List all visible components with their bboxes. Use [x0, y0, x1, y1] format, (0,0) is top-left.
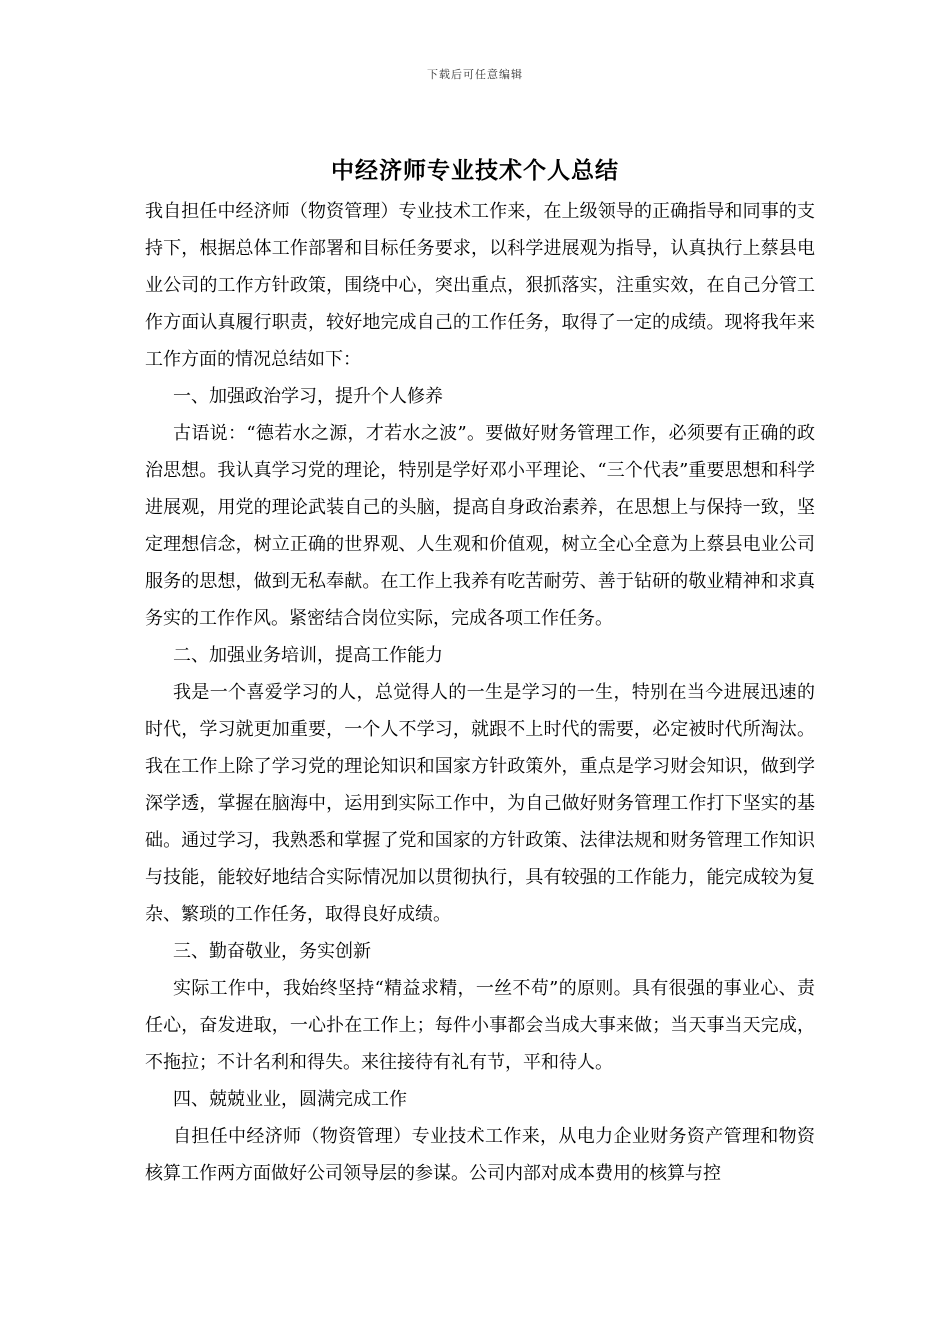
section-1-paragraph: 古语说：“德若水之源，才若水之波”。要做好财务管理工作，必须要有正确的政治思想。我认真学习党的理论，特别是学好邓小平理论、“三个代表”重要思想和科学进展观，用党的理论武装自己的头脑，提高自身政治素养，在思想上与保持一致，坚定理想信念，树立正确的世界观、人生观和价值观，树立全心全意为上蔡县电业公司服务的思想，做到无私奉献。在工作上我养有吃苦耐劳、善于钻研的敬业精神和求真务实的工作作风。紧密结合岗位实际，完成各项工作任务。: [145, 423, 815, 629]
intro-paragraph: 我自担任中经济师（物资管理）专业技术工作来，在上级领导的正确指导和同事的支持下，根据总体工作部署和目标任务要求，以科学进展观为指导，认真执行上蔡县电业公司的工作方针政策，围绕中心，突出重点，狠抓落实，注重实效，在自己分管工作方面认真履行职责，较好地完成自己的工作任务，取得了一定的成绩。现将我年来工作方面的情况总结如下：: [145, 201, 815, 370]
section-heading-4: 四、兢兢业业，圆满完成工作: [173, 1089, 407, 1110]
section-4-paragraph: 自担任中经济师（物资管理）专业技术工作来，从电力企业财务资产管理和物资核算工作两方面做好公司领导层的参谋。公司内部对成本费用的核算与控: [145, 1126, 815, 1184]
section-heading-3: 三、勤奋敬业，务实创新: [173, 941, 371, 962]
section-3-paragraph: 实际工作中，我始终坚持“精益求精，一丝不苟”的原则。具有很强的事业心、责任心，奋发进取，一心扑在工作上；每件小事都会当成大事来做；当天事当天完成，不拖拉；不计名利和得失。来往接待有礼有节，平和待人。: [145, 978, 815, 1073]
section-heading-2: 二、加强业务培训，提高工作能力: [173, 645, 443, 666]
section-heading-1: 一、加强政治学习，提升个人修养: [173, 386, 443, 407]
header-note: 下载后可任意编辑: [427, 68, 523, 81]
section-2-paragraph: 我是一个喜爱学习的人，总觉得人的一生是学习的一生，特别在当今进展迅速的时代，学习就更加重要，一个人不学习，就跟不上时代的需要，必定被时代所淘汰。我在工作上除了学习党的理论知识和国家方针政策外，重点是学习财会知识，做到学深学透，掌握在脑海中，运用到实际工作中，为自己做好财务管理工作打下坚实的基础。通过学习，我熟悉和掌握了党和国家的方针政策、法律法规和财务管理工作知识与技能，能较好地结合实际情况加以贯彻执行，具有较强的工作能力，能完成较为复杂、繁琐的工作任务，取得良好成绩。: [145, 682, 815, 925]
document-title: 中经济师专业技术个人总结: [331, 158, 619, 184]
document-body: [145, 193, 815, 1192]
